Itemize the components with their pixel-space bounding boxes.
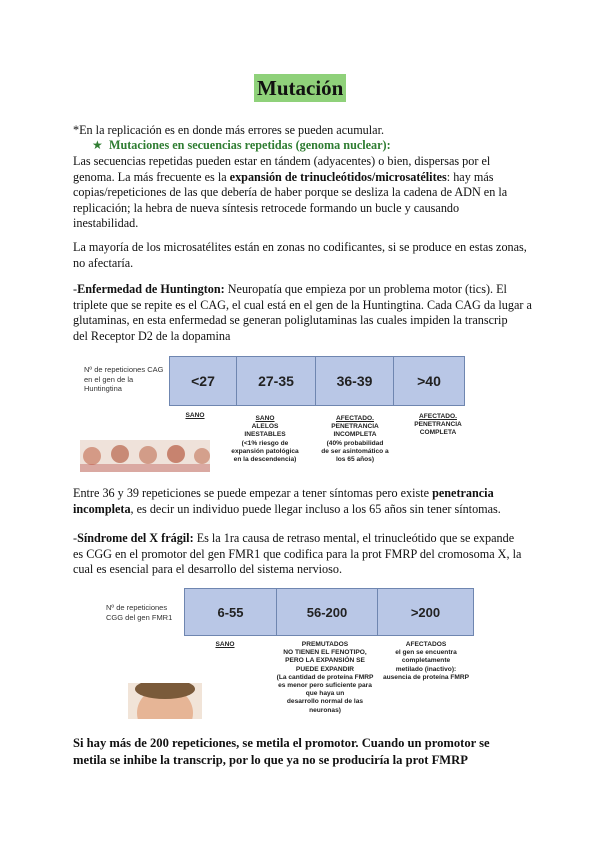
- diagram2-box: 56-200: [277, 589, 378, 635]
- diagram1-boxes: [169, 356, 465, 406]
- faces-photo-icon: [80, 440, 210, 472]
- diagram1-box: 36-39: [316, 357, 394, 405]
- hunt-line-2: triplete que se repite es el CAG, el cual está en el gen de la Huntingtina. Cada CAG da lugar a: [73, 297, 532, 312]
- diagram2-boxes: [184, 588, 474, 636]
- para2-line-1: La mayoría de los microsatélites están en zonas no codificantes, si se produce en estas zonas,: [73, 240, 527, 254]
- hunt-line-1: -Enfermedad de Huntington: Neuropatía que empieza por un problema motor (tics). El: [73, 282, 507, 296]
- diagram1-caption: SANO ALELOS INESTABLES (<1% riesgo de expansión patológica en la descendencia): [231, 415, 299, 464]
- hunt-line-4: del Receptor D2 de la dopamina: [73, 328, 231, 343]
- star-bullet-icon: ★: [92, 138, 103, 152]
- diagram2-label: Nº de repeticiones CGG del gen FMR1: [106, 603, 173, 622]
- bullet-heading-line: [92, 138, 552, 154]
- intro-text: *En la replicación es en donde más errores se pueden acumular.: [73, 123, 384, 137]
- diagram1-box: 27-35: [237, 357, 316, 405]
- paragraph-final: Si hay más de 200 repeticiones, se metila el promotor. Cuando un promotor se metila se inhibe la transcrip, por lo que ya no se produciría la prot FMRP: [73, 736, 490, 767]
- diagram1-box: <27: [170, 357, 237, 405]
- para1-line-2: genoma. La más frecuente es la expansión de trinucleótidos/microsatélites: hay más: [73, 169, 494, 184]
- diagram2-caption: PREMUTADOS NO TIENEN EL FENOTIPO, PERO LA EXPANSIÓN SE PUEDE EXPANDIR (La cantidad de proteína FMRP es menor pero suficiente para que haya un desarrollo normal de las neuronas): [276, 641, 374, 714]
- diagram2-box: 6-55: [185, 589, 277, 635]
- diagram1-caption: AFECTADO. PENETRANCIA INCOMPLETA (40% probabilidad de ser asintomático a los 65 años): [321, 415, 389, 464]
- diagram1-caption: SANO: [185, 412, 205, 419]
- paragraph-microsatellites: [73, 240, 543, 271]
- paragraph-huntington: [73, 282, 543, 344]
- child-photo-icon: [128, 683, 202, 719]
- hunt-heading: Enfermedad de Huntington:: [77, 282, 225, 296]
- faces-photo: [80, 440, 210, 472]
- paragraph-penetrance: Entre 36 y 39 repeticiones se puede empezar a tener síntomas pero existe penetrancia incompleta, es decir un individuo puede llegar incluso a los 65 años sin tener síntomas.: [73, 486, 501, 516]
- para1-line-1: Las secuencias repetidas pueden estar en tándem (adyacentes) o bien, dispersas por el: [73, 154, 491, 168]
- para1-line-4: replicación; la hebra de nueva síntesis retrocede formando un bucle y causando: [73, 200, 460, 215]
- bullet-heading: Mutaciones en secuencias repetidas (genoma nuclear):: [108, 138, 391, 152]
- fragil-heading: Síndrome del X frágil:: [77, 531, 194, 545]
- page-title: Mutación: [254, 74, 346, 102]
- diagram1-box: >40: [394, 357, 464, 405]
- diagram2-caption: SANO: [215, 641, 235, 648]
- para1-bold: expansión de trinucleótidos/microsatélites: [229, 169, 447, 184]
- diagram1-label: Nº de repeticiones CAG en el gen de la Huntingtina: [84, 365, 164, 393]
- hunt-line-3: glutaminas, en esta enfermedad se generan poliglutaminas las cuales impiden la transcrip: [73, 313, 508, 328]
- paragraph-repeats: [73, 154, 543, 232]
- diagram1-caption: AFECTADO. PENETRANCIA COMPLETA: [414, 413, 462, 437]
- diagram2-box: >200: [378, 589, 473, 635]
- para1-line-5: inestabilidad.: [73, 216, 139, 231]
- diagram2-caption: AFECTADOS el gen se encuentra completamente metilado (inactivo): ausencia de proteína FMRP: [382, 641, 470, 681]
- paragraph-x-fragil: -Síndrome del X frágil: Es la 1ra causa de retraso mental, el trinucleótido que se expande es CGG en el promotor del gen FMR1 que codifica para la prot FMRP del cromosoma X, la cual es esencial para el desarrollo del sistema nervioso.: [73, 531, 522, 577]
- child-photo: [128, 683, 202, 719]
- para2-line-2: no afectaría.: [73, 255, 134, 270]
- para1-line-3: copias/repeticiones de las que debería de haber porque se desliza la cadena de ADN en la: [73, 185, 508, 200]
